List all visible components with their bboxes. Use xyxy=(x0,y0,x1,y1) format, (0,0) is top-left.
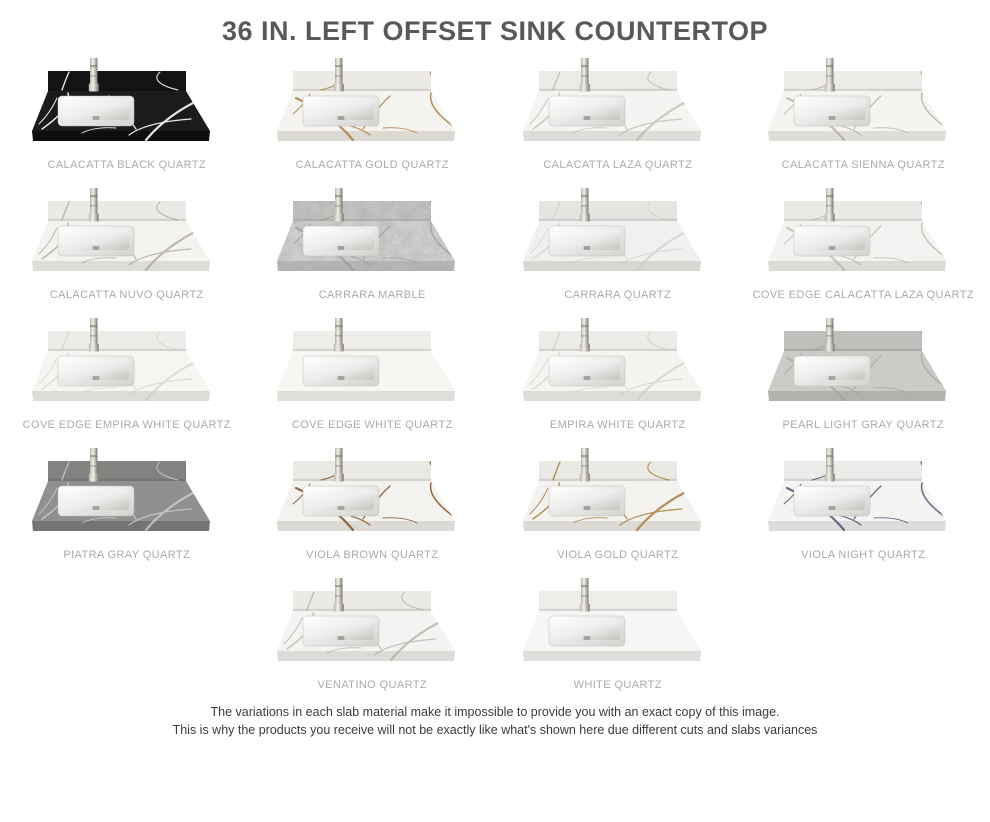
countertop-label: CALACATTA NUVO QUARTZ xyxy=(49,289,204,301)
backsplash xyxy=(784,331,922,351)
disclaimer-line-1: The variations in each slab material make it impossible to provide you with an exact copy of this image. xyxy=(210,705,780,719)
countertop-option-4[interactable] xyxy=(741,57,987,171)
countertop-label: VIOLA GOLD QUARTZ xyxy=(557,549,679,561)
countertop-image xyxy=(257,577,487,677)
countertop-front-edge xyxy=(523,261,701,271)
countertop-front-edge xyxy=(32,521,210,531)
sink-icon xyxy=(303,356,379,386)
countertop-label: EMPIRA WHITE QUARTZ xyxy=(549,419,686,431)
countertop-front-edge xyxy=(523,131,701,141)
countertop-label: CALACATTA BLACK QUARTZ xyxy=(47,159,207,171)
sink-icon xyxy=(58,356,134,386)
faucet-icon xyxy=(580,578,590,612)
sink-icon xyxy=(58,226,134,256)
faucet-icon xyxy=(89,448,99,482)
sink-icon xyxy=(303,486,379,516)
faucet-icon xyxy=(825,318,835,352)
countertop-option-16[interactable] xyxy=(741,447,987,561)
faucet-icon xyxy=(825,448,835,482)
countertop-option-3[interactable] xyxy=(495,57,741,171)
sink-icon xyxy=(58,96,134,126)
faucet-icon xyxy=(89,58,99,92)
sink-icon xyxy=(794,356,870,386)
countertop-front-edge xyxy=(32,261,210,271)
backsplash xyxy=(293,461,431,481)
countertop-front-edge xyxy=(277,651,455,661)
countertop-image xyxy=(12,57,242,157)
countertop-label: CALACATTA GOLD QUARTZ xyxy=(295,159,449,171)
sink-icon xyxy=(549,356,625,386)
countertop-render xyxy=(503,447,733,547)
faucet-icon xyxy=(580,448,590,482)
faucet-icon xyxy=(334,448,344,482)
backsplash xyxy=(539,591,677,611)
sink-icon xyxy=(58,486,134,516)
backsplash xyxy=(784,201,922,221)
countertop-render xyxy=(257,447,487,547)
faucet-icon xyxy=(580,58,590,92)
countertop-image xyxy=(257,187,487,287)
faucet-icon xyxy=(334,188,344,222)
countertop-option-5[interactable] xyxy=(4,187,250,301)
faucet-icon xyxy=(334,58,344,92)
countertop-render xyxy=(503,57,733,157)
countertop-render xyxy=(503,577,733,677)
countertop-image xyxy=(503,317,733,417)
countertop-render xyxy=(503,187,733,287)
countertop-render xyxy=(257,57,487,157)
countertop-render xyxy=(748,57,978,157)
countertop-label: COVE EDGE CALACATTA LAZA QUARTZ xyxy=(752,289,974,301)
disclaimer-line-2: This is why the products you receive will not be exactly like what's shown here due different cuts and slabs variances xyxy=(172,723,818,738)
countertop-render xyxy=(503,317,733,417)
countertop-option-14[interactable] xyxy=(250,447,496,561)
backsplash xyxy=(293,71,431,91)
countertop-option-10[interactable] xyxy=(250,317,496,431)
sink-icon xyxy=(549,226,625,256)
countertop-image xyxy=(748,317,978,417)
countertop-image xyxy=(257,57,487,157)
countertop-front-edge xyxy=(523,521,701,531)
countertop-front-edge xyxy=(32,391,210,401)
sink-icon xyxy=(549,616,625,646)
sink-icon xyxy=(303,226,379,256)
countertop-image xyxy=(748,447,978,547)
countertop-label: COVE EDGE EMPIRA WHITE QUARTZ xyxy=(22,419,231,431)
countertop-option-13[interactable] xyxy=(4,447,250,561)
countertop-render xyxy=(257,187,487,287)
countertop-image xyxy=(12,317,242,417)
countertop-label: COVE EDGE WHITE QUARTZ xyxy=(291,419,453,431)
countertop-option-12[interactable] xyxy=(741,317,987,431)
countertop-image xyxy=(748,187,978,287)
countertop-option-18[interactable] xyxy=(495,577,741,691)
sink-icon xyxy=(794,96,870,126)
countertop-render xyxy=(12,447,242,547)
countertop-label: CALACATTA LAZA QUARTZ xyxy=(543,159,693,171)
sink-icon xyxy=(303,616,379,646)
countertop-render xyxy=(257,577,487,677)
countertop-option-2[interactable] xyxy=(250,57,496,171)
countertop-image xyxy=(748,57,978,157)
faucet-icon xyxy=(825,188,835,222)
countertop-option-6[interactable] xyxy=(250,187,496,301)
countertop-label: PIATRA GRAY QUARTZ xyxy=(63,549,191,561)
faucet-icon xyxy=(334,318,344,352)
countertop-render xyxy=(12,57,242,157)
countertop-option-7[interactable] xyxy=(495,187,741,301)
sink-icon xyxy=(794,226,870,256)
countertop-image xyxy=(503,577,733,677)
countertop-image xyxy=(12,187,242,287)
countertop-image xyxy=(257,447,487,547)
faucet-icon xyxy=(89,318,99,352)
sink-icon xyxy=(794,486,870,516)
countertop-label: CALACATTA SIENNA QUARTZ xyxy=(781,159,945,171)
countertop-image xyxy=(503,447,733,547)
countertop-option-8[interactable] xyxy=(741,187,987,301)
countertop-option-9[interactable] xyxy=(4,317,250,431)
faucet-icon xyxy=(89,188,99,222)
countertop-label: WHITE QUARTZ xyxy=(573,679,662,691)
countertop-label: VIOLA BROWN QUARTZ xyxy=(306,549,439,561)
countertop-render xyxy=(748,317,978,417)
sink-icon xyxy=(303,96,379,126)
countertop-render xyxy=(12,317,242,417)
countertop-front-edge xyxy=(32,131,210,141)
faucet-icon xyxy=(580,318,590,352)
backsplash xyxy=(784,71,922,91)
countertop-option-15[interactable] xyxy=(495,447,741,561)
countertop-label: VIOLA NIGHT QUARTZ xyxy=(801,549,926,561)
backsplash xyxy=(293,331,431,351)
countertop-grid xyxy=(0,57,990,691)
countertop-option-11[interactable] xyxy=(495,317,741,431)
countertop-front-edge xyxy=(523,391,701,401)
faucet-icon xyxy=(334,578,344,612)
countertop-image xyxy=(503,187,733,287)
countertop-image xyxy=(503,57,733,157)
countertop-label: PEARL LIGHT GRAY QUARTZ xyxy=(782,419,944,431)
disclaimer xyxy=(0,703,990,739)
faucet-icon xyxy=(825,58,835,92)
countertop-label: VENATINO QUARTZ xyxy=(317,679,427,691)
countertop-option-1[interactable] xyxy=(4,57,250,171)
countertop-render xyxy=(12,187,242,287)
countertop-render xyxy=(748,447,978,547)
countertop-render xyxy=(257,317,487,417)
faucet-icon xyxy=(580,188,590,222)
countertop-image xyxy=(12,447,242,547)
countertop-option-17[interactable] xyxy=(250,577,496,691)
backsplash xyxy=(784,461,922,481)
countertop-label: CARRARA QUARTZ xyxy=(564,289,672,301)
countertop-render xyxy=(748,187,978,287)
countertop-image xyxy=(257,317,487,417)
sink-icon xyxy=(549,486,625,516)
page-title: 36 IN. LEFT OFFSET SINK COUNTERTOP xyxy=(221,16,769,46)
countertop-label: CARRARA MARBLE xyxy=(318,289,426,301)
sink-icon xyxy=(549,96,625,126)
